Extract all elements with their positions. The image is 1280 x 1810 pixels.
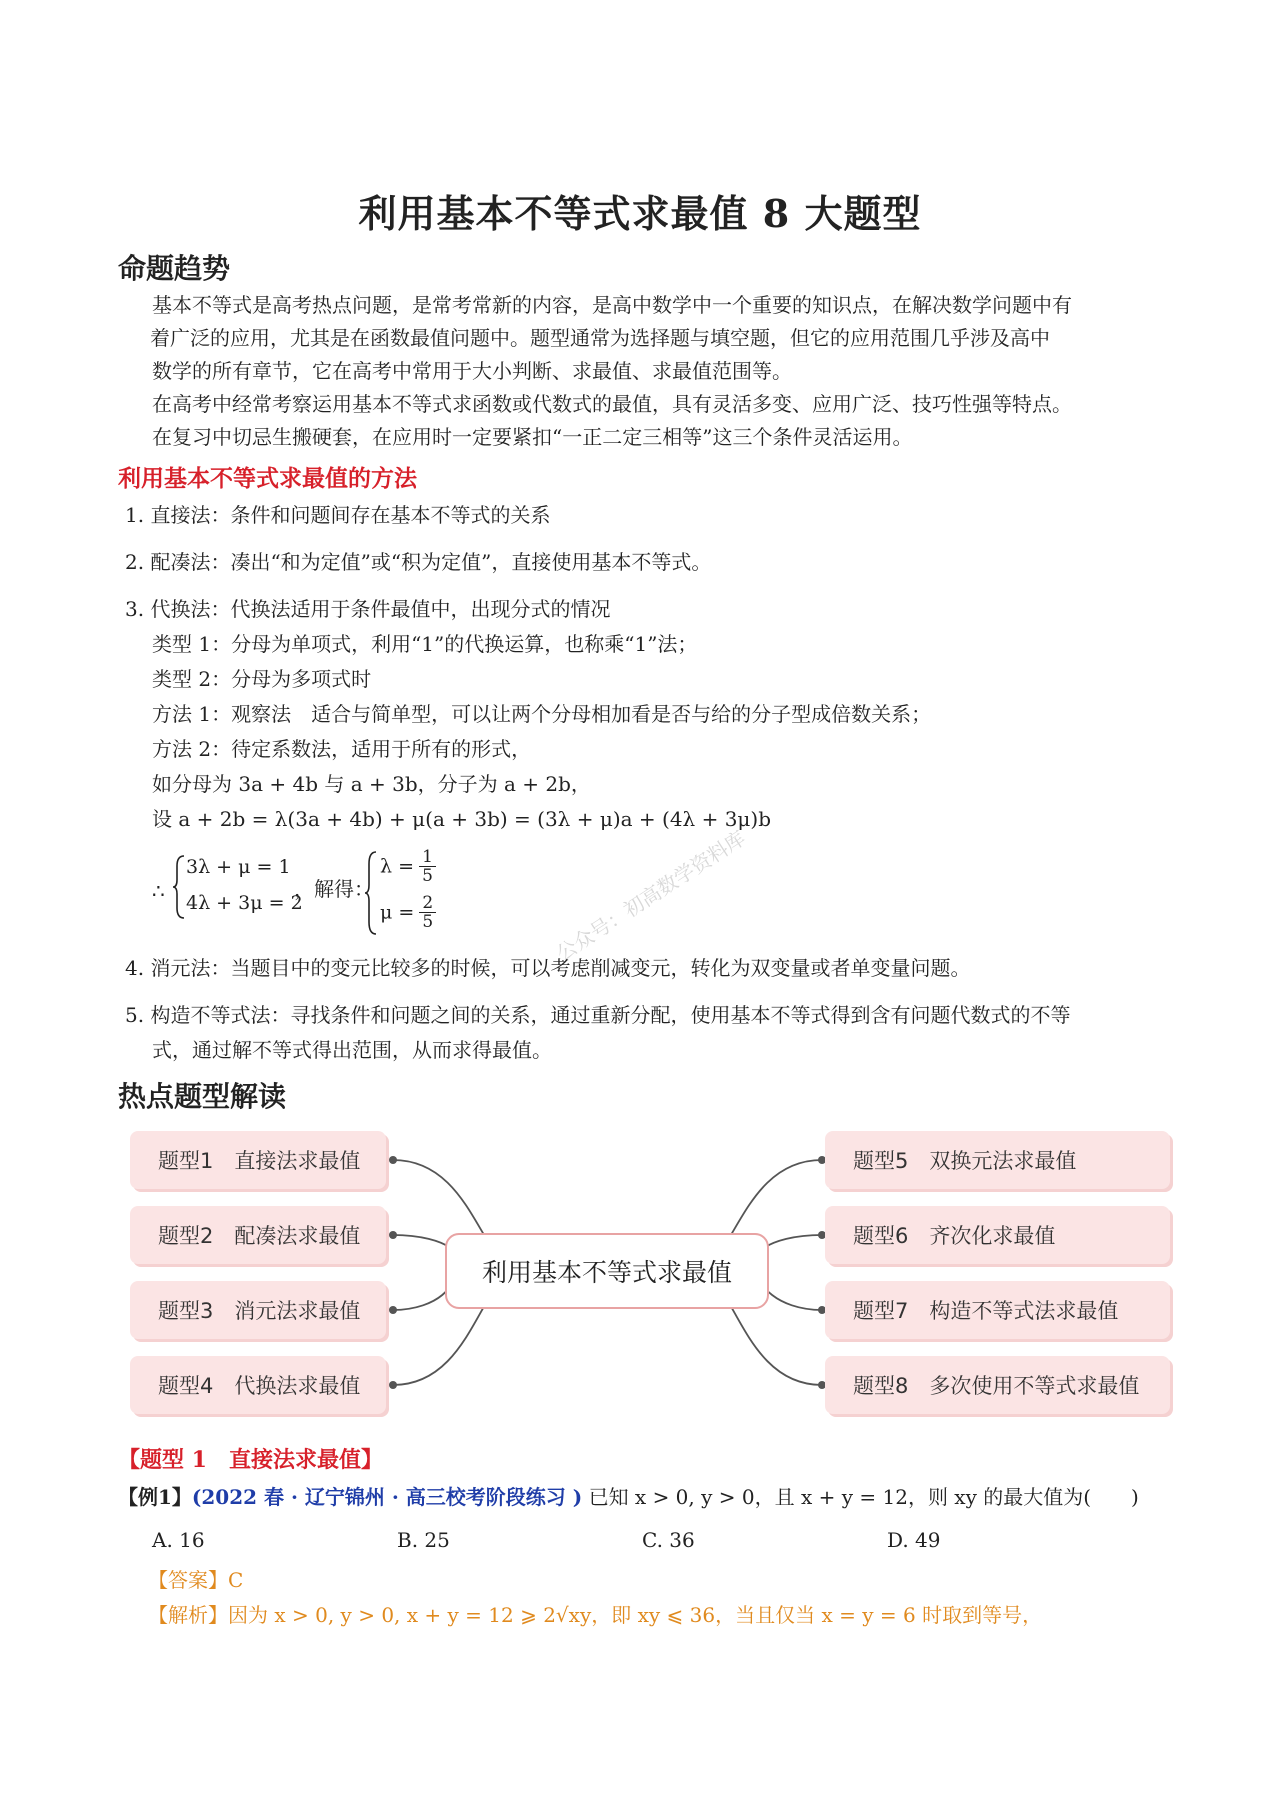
example-label: 【例1】 xyxy=(118,1485,192,1509)
example-source: (2022 春 · 辽宁锦州 · 高三校考阶段练习 ) xyxy=(191,1485,583,1509)
topic-box-5: 题型5 双换元法求最值 xyxy=(825,1131,1170,1189)
topic-box-1: 题型1 直接法求最值 xyxy=(130,1131,386,1189)
hot-heading: 热点题型解读 xyxy=(118,1080,287,1113)
method-3-type2: 类型 2：分母为多项式时 xyxy=(152,667,372,691)
frac-den: 5 xyxy=(422,912,434,932)
trend-p1-line1: 基本不等式是高考热点问题，是常考常新的内容，是高中数学中一个重要的知识点，在解决数学问题中有 xyxy=(152,293,1072,317)
analysis-label: 【解析】 xyxy=(148,1603,228,1627)
fraction-one-fifth xyxy=(419,848,436,885)
right-brace-icon xyxy=(364,850,378,936)
topic-box-2: 题型2 配凑法求最值 xyxy=(130,1206,386,1264)
analysis-text: 因为 x > 0, y > 0, x + y = 12 ⩾ 2√xy，即 xy ⩽ 36，当且仅当 x = y = 6 时取到等号， xyxy=(228,1603,1043,1627)
example-1 xyxy=(118,1482,1139,1512)
type1-heading: 【题型 1 直接法求最值】 xyxy=(118,1447,383,1473)
topic-box-4: 题型4 代换法求最值 xyxy=(130,1356,386,1414)
fraction-two-fifths xyxy=(419,894,436,931)
option-b: B. 25 xyxy=(397,1528,450,1552)
method-4: 4. 消元法：当题目中的变元比较多的时候，可以考虑削减变元，转化为双变量或者单变量问题。 xyxy=(125,956,971,980)
topic-box-8: 题型8 多次使用不等式求最值 xyxy=(825,1356,1170,1414)
method-3-example: 如分母为 3a + 4b 与 a + 3b，分子为 a + 2b， xyxy=(152,772,591,796)
trend-p1-line2: 着广泛的应用，尤其是在函数最值问题中。题型通常为选择题与填空题，但它的应用范围几乎涉及高中 xyxy=(150,326,1050,350)
analysis-line xyxy=(148,1600,1042,1630)
trend-p2-line2: 在复习中切忌生搬硬套，在应用时一定要紧扣“一正二定三相等”这三个条件灵活运用。 xyxy=(152,425,913,449)
mu-label: μ = xyxy=(380,901,415,924)
frac-num: 1 xyxy=(419,848,436,867)
trend-paragraph-1 xyxy=(152,289,1072,454)
equation-system xyxy=(152,848,472,938)
system-eq-1: 3λ + μ = 1 xyxy=(186,856,291,878)
system-eq-2: 4λ + 3μ = 2 xyxy=(186,892,303,914)
watermark-text: 公众号：初高数学资料库 xyxy=(552,825,750,966)
lambda-label: λ = xyxy=(380,855,415,878)
trend-heading: 命题趋势 xyxy=(118,252,231,285)
therefore-symbol: ∴ xyxy=(152,879,165,903)
method-5-line1: 5. 构造不等式法：寻找条件和问题之间的关系，通过重新分配，使用基本不等式得到含有问题代数式的不等 xyxy=(125,1003,1071,1027)
mindmap-center: 利用基本不等式求最值 xyxy=(445,1233,769,1309)
method-5-line2: 式，通过解不等式得出范围，从而求得最值。 xyxy=(152,1038,552,1062)
trend-p2-line1: 在高考中经常考察运用基本不等式求函数或代数式的最值，具有灵活多变、应用广泛、技巧性强等特点。 xyxy=(152,392,1072,416)
method-1: 1. 直接法：条件和问题间存在基本不等式的关系 xyxy=(125,503,551,527)
topic-box-3: 题型3 消元法求最值 xyxy=(130,1281,386,1339)
topic-box-7: 题型7 构造不等式法求最值 xyxy=(825,1281,1170,1339)
methods-heading: 利用基本不等式求最值的方法 xyxy=(118,465,417,492)
method-3-approach1: 方法 1：观察法 适合与简单型，可以让两个分母相加看是否与给的分子型成倍数关系； xyxy=(152,702,932,726)
method-2: 2. 配凑法：凑出“和为定值”或“积为定值”，直接使用基本不等式。 xyxy=(125,550,712,574)
answer-value: C xyxy=(228,1568,244,1592)
answer-label: 【答案】 xyxy=(148,1568,228,1592)
solution-mu xyxy=(380,894,436,931)
method-3: 3. 代换法：代换法适用于条件最值中，出现分式的情况 xyxy=(125,597,611,621)
solution-lambda xyxy=(380,848,436,885)
left-brace-icon xyxy=(172,854,186,920)
page-title: 利用基本不等式求最值 8 大题型 xyxy=(358,191,922,236)
frac-num: 2 xyxy=(419,894,436,913)
topic-box-6: 题型6 齐次化求最值 xyxy=(825,1206,1170,1264)
option-a: A. 16 xyxy=(152,1528,205,1552)
trend-p1-line3: 数学的所有章节，它在高考中常用于大小判断、求最值、求最值范围等。 xyxy=(152,359,792,383)
method-3-type1: 类型 1：分母为单项式，利用“1”的代换运算，也称乘“1”法； xyxy=(152,632,698,656)
method-3-setup: 设 a + 2b = λ(3a + 4b) + μ(a + 3b) = (3λ + μ)a + (4λ + 3μ)b xyxy=(152,807,772,831)
solve-label: ，解得： xyxy=(294,877,374,901)
frac-den: 5 xyxy=(422,866,433,886)
method-3-approach2: 方法 2：待定系数法，适用于所有的形式， xyxy=(152,737,532,761)
example-question: 已知 x > 0, y > 0，且 x + y = 12，则 xy 的最大值为( ) xyxy=(588,1485,1139,1509)
option-c: C. 36 xyxy=(642,1528,695,1552)
answer-line xyxy=(148,1565,243,1595)
option-d: D. 49 xyxy=(887,1528,941,1552)
